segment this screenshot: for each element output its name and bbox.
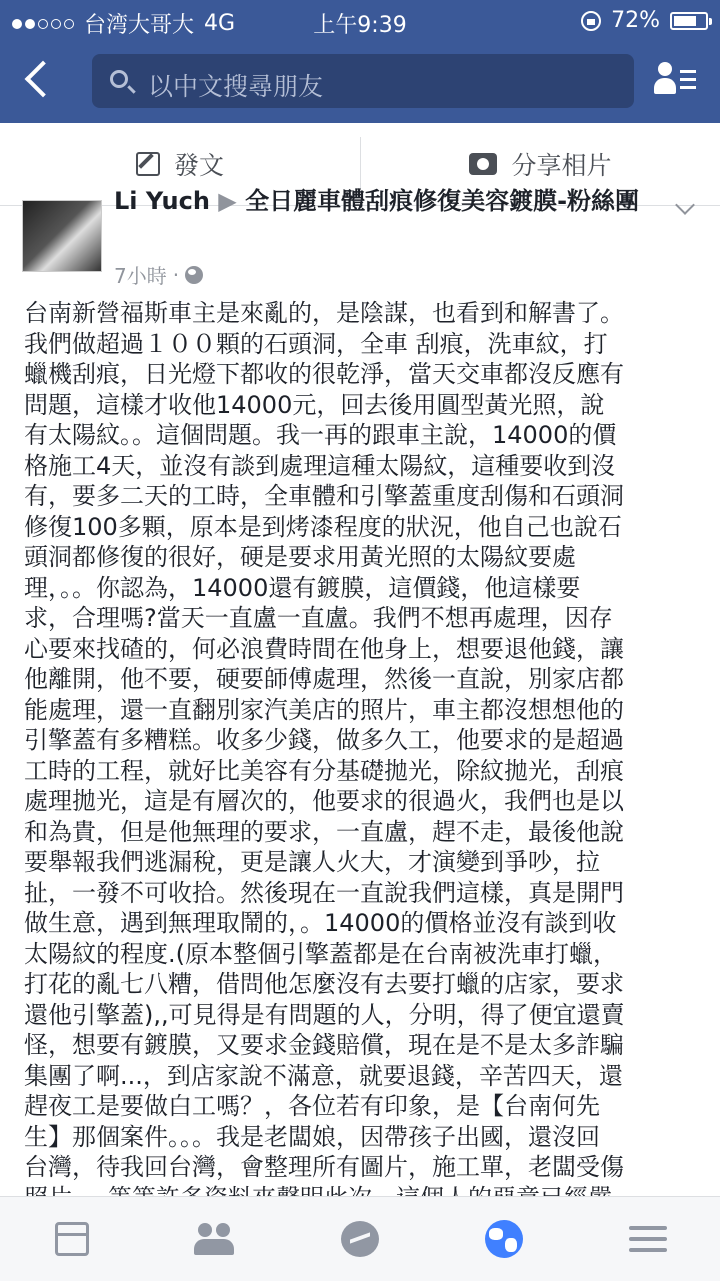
tab-news-feed[interactable] xyxy=(0,1197,144,1281)
target-page-name[interactable]: 全日麗車體刮痕修復美容鍍膜-粉絲團 xyxy=(245,187,640,215)
nav-row xyxy=(0,52,720,112)
share-photo-label: 分享相片 xyxy=(511,151,612,180)
post-body: 台南新營福斯車主是來亂的，是陰謀，也看到和解書了。 我們做超過１００顆的石頭洞，全車 刮痕，洗車紋，打 蠟機刮痕，日光燈下都收的很乾淨，當天交車都沒反應有 問題，這樣才收他14000元，回去後用圓型黃光照，說 有太陽紋。。這個問題。我一再的跟車主說，14000的價 格施工4天，並沒有談到處理這種太陽紋，這種要收到沒 有，要多二天的工時，全車體和引擎蓋重度刮傷和石頭洞 修復100多顆，原本是到烤漆程度的狀況，他自己也說石 頭洞都修復的很好，硬是要求用黃光照的太陽紋要處 理，。。你認為，14000還有鍍膜，這價錢，他這樣要 求，合理嗎?當天一直盧一直盧。我們不想再處理，因存 心要來找碴的，何必浪費時間在他身上，想要退他錢，讓 他離開，他不要，硬要師傅處理，然後一直說，別家店都 能處理，還一直翻別家汽美店的照片，車主都沒想想他的 引擎蓋有多糟糕。收多少錢，做多久工，他要求的是超過 工時的工程，就好比美容有分基礎拋光，除紋拋光，刮痕 處理拋光，這是有層次的，他要求的很過火，我們也是以 和為貴，但是他無理的要求，一直盧，趕不走，最後他說 要舉報我們逃漏稅，更是讓人火大，才演變到爭吵，拉 扯，一發不可收拾。然後現在一直說我們這樣，真是開門 做生意，遇到無理取鬧的，。14000的價格並沒有談到收 太陽紋的程度.(原本整個引擎蓋都是在台南被洗車打蠟， 打花的亂七八糟，借問他怎麼沒有去要打蠟的店家，要求 還他引擎蓋),,可見得是有問題的人，分明，得了便宜還賣 怪，想要有鍍膜，又要求金錢賠償，現在是不是太多詐騙 集團了啊...，到店家說不滿意，就要退錢，辛苦四天，還 趕夜工是要做白工嗎？，各位若有印象，是【台南何先 生】那個案件。。。我是老闆娘，因帶孩子出國，還沒回 台灣，待我回台灣，會整理所有圖片，施工單，老闆受傷 xyxy=(24,299,625,1181)
meta-separator: · xyxy=(172,262,180,287)
carrier-name: 台湾大哥大 xyxy=(84,13,195,38)
friends-icon xyxy=(194,1223,238,1255)
back-arrow-icon[interactable] xyxy=(25,61,62,98)
network-type: 4G xyxy=(204,11,236,36)
pencil-icon xyxy=(136,152,160,176)
search-placeholder: 以中文搜尋朋友 xyxy=(148,72,324,101)
menu-icon xyxy=(629,1224,667,1254)
tab-friends[interactable] xyxy=(144,1197,288,1281)
search-input[interactable] xyxy=(92,54,634,108)
clock: 上午9:39 xyxy=(313,13,407,38)
status-bar xyxy=(0,0,720,40)
news-feed-icon xyxy=(55,1222,89,1256)
status-right xyxy=(581,8,708,33)
friend-requests-icon[interactable] xyxy=(654,62,698,98)
top-bar xyxy=(0,0,720,123)
post-time[interactable]: 7小時 xyxy=(114,264,167,288)
post-meta xyxy=(114,260,203,289)
rotation-lock-icon xyxy=(581,11,601,31)
notifications-globe-icon xyxy=(485,1220,523,1258)
camera-icon xyxy=(469,153,497,175)
author-name[interactable]: Li Yuch xyxy=(114,187,210,215)
share-arrow-icon: ▶ xyxy=(218,187,237,215)
tab-menu[interactable] xyxy=(576,1197,720,1281)
write-post-label: 發文 xyxy=(173,151,224,180)
bottom-tab-bar xyxy=(0,1196,720,1281)
search-icon xyxy=(110,70,128,88)
feed-post xyxy=(0,187,720,1196)
battery-icon xyxy=(670,12,708,30)
tab-messenger[interactable] xyxy=(288,1197,432,1281)
messenger-icon xyxy=(341,1221,379,1257)
tab-notifications[interactable] xyxy=(432,1197,576,1281)
battery-percent: 72% xyxy=(611,8,660,33)
public-globe-icon xyxy=(185,266,203,284)
author-avatar[interactable] xyxy=(22,200,102,272)
post-header xyxy=(114,184,694,218)
